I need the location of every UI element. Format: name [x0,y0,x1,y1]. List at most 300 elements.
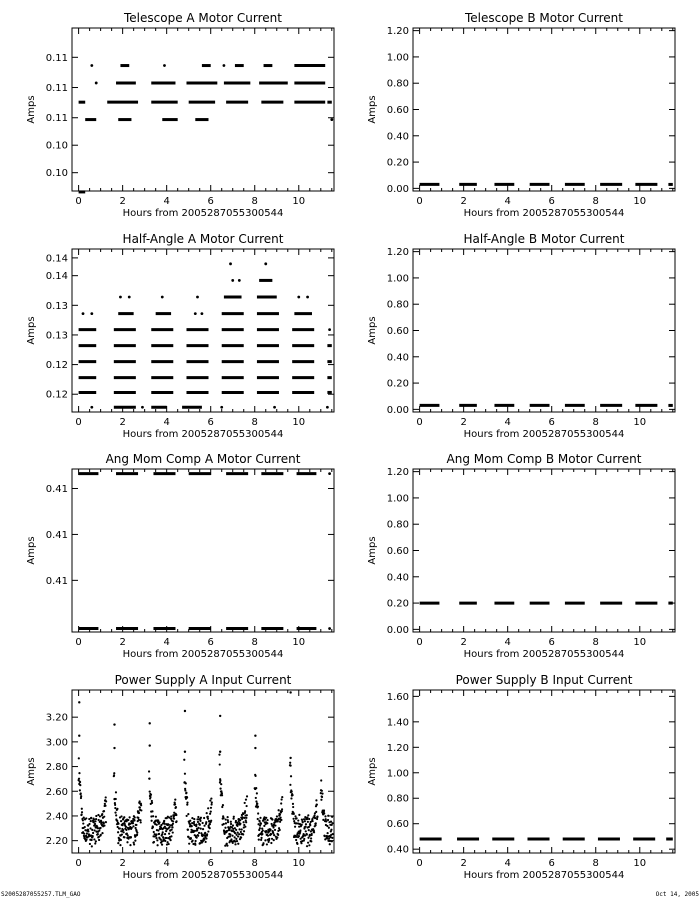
x-tick-label: 8 [592,196,599,207]
x-tick-label: 6 [548,196,555,207]
data-point [134,827,136,829]
data-point [307,821,309,823]
data-point [274,829,276,831]
data-point [197,827,199,829]
y-tick-label: 1.20 [386,742,409,754]
data-point [148,770,150,772]
data-point [130,836,132,838]
plot-date-label: Oct 14, 2005 [655,891,699,898]
data-point [113,772,115,774]
data-point [255,800,257,802]
spike-point [149,722,151,724]
x-tick-label: 4 [504,637,511,648]
chart-3 [26,232,334,440]
data-point [239,819,241,821]
y-tick-label: 0.00 [386,624,409,636]
data-point [309,824,311,826]
data-point [137,817,139,819]
data-point [103,822,105,824]
data-point [83,833,85,835]
data-point [80,792,82,794]
data-point-level-j [229,262,232,265]
data-point [82,819,84,821]
data-point [132,825,134,827]
data-point [263,825,265,827]
data-point [223,823,225,825]
data-point-level-3 [95,82,98,85]
chart-1 [26,11,334,219]
y-tick-label: 3.20 [45,712,68,724]
chart-title: Telescope B Motor Current [464,11,624,25]
data-point [82,822,84,824]
data-point [129,816,131,818]
data-point [320,779,322,781]
y-tick-label: 1.00 [386,768,409,780]
data-point [273,839,275,841]
data-point [209,823,211,825]
x-tick-label: 4 [504,858,511,869]
data-point [233,816,235,818]
x-tick-label: 8 [251,637,258,648]
data-point [270,842,272,844]
data-point [303,838,305,840]
data-point [294,826,296,828]
data-point [306,845,308,847]
y-tick-label: 0.80 [386,299,409,311]
data-point [103,824,105,826]
spike-point [254,747,256,749]
data-point [310,840,312,842]
data-point [235,820,237,822]
data-point [198,832,200,834]
data-point [104,805,106,807]
data-point [117,842,119,844]
plot-frame [413,249,675,412]
y-tick-label: 0.80 [386,519,409,531]
data-point [231,835,233,837]
data-point [185,792,187,794]
data-point [184,773,186,775]
data-point [155,837,157,839]
data-point [79,781,81,783]
data-point [194,830,196,832]
data-point [311,833,313,835]
data-point [270,833,272,835]
data-point [269,829,271,831]
data-point [229,833,231,835]
y-tick-label: 0.13 [45,300,68,312]
data-point [92,832,94,834]
chart-title: Half-Angle B Motor Current [463,232,625,246]
data-point-level-a [90,406,93,409]
chart-title: Ang Mom Comp A Motor Current [105,452,301,466]
data-point [303,818,305,820]
data-point [239,823,241,825]
y-tick-label: 0.10 [45,140,68,152]
data-point-level-4 [163,64,166,67]
data-point [222,804,224,806]
data-point [78,778,80,780]
data-point [153,841,155,843]
x-axis-label: Hours from 2005287055300544 [122,649,284,660]
y-tick-label: 0.40 [386,131,409,143]
chart-6 [367,452,675,660]
x-tick-label: 8 [592,417,599,428]
data-point [227,819,229,821]
data-point [276,836,278,838]
data-point [329,843,331,845]
data-point [98,830,100,832]
data-point [271,818,273,820]
data-point [88,823,90,825]
data-point [306,834,308,836]
data-point [89,843,91,845]
data-point [125,826,127,828]
x-tick-label: 10 [633,637,647,648]
data-point [164,833,166,835]
y-axis-label: Amps [367,95,378,124]
data-point [308,844,310,846]
data-point [127,819,129,821]
data-point [100,834,102,836]
data-point [161,833,163,835]
data-point [331,837,333,839]
data-point [209,799,211,801]
data-point [94,823,96,825]
data-point-level-h [119,296,122,299]
data-point [135,824,137,826]
data-point [183,759,185,761]
data-point [221,794,223,796]
y-tick-label: 0.20 [386,157,409,169]
y-tick-label: 1.00 [386,493,409,505]
data-point [290,775,292,777]
data-point [187,813,189,815]
data-point [313,815,315,817]
x-tick-label: 4 [504,196,511,207]
y-tick-label: 0.40 [386,572,409,584]
x-axis-label: Hours from 2005287055300544 [122,870,284,881]
y-tick-label: 0.12 [45,389,68,401]
data-point [307,814,309,816]
data-point [256,792,258,794]
data-point [92,835,94,837]
y-tick-label: 0.20 [386,378,409,390]
x-tick-label: 2 [460,858,467,869]
y-axis-label: Amps [26,95,37,124]
data-point [121,833,123,835]
data-point [328,827,330,829]
data-point [235,829,237,831]
y-tick-label: 0.60 [386,105,409,116]
data-point [315,811,317,813]
y-tick-label: 0.41 [45,529,68,541]
x-tick-label: 8 [251,196,258,207]
data-point [194,840,196,842]
x-tick-label: 8 [251,417,258,428]
data-point [259,817,261,819]
data-point [236,840,238,842]
data-point [227,816,229,818]
x-axis-label: Hours from 2005287055300544 [122,208,284,219]
x-tick-label: 0 [416,417,423,428]
plot-frame [413,690,675,853]
data-point [307,842,309,844]
data-point [133,819,135,821]
data-point [277,834,279,836]
data-point [197,816,199,818]
data-point [243,830,245,832]
data-point [324,815,326,817]
y-tick-label: 1.20 [386,26,409,38]
data-point [90,817,92,819]
data-point-level-h [297,296,300,299]
spike-point [254,734,256,736]
power-cycle-5 [218,715,248,847]
data-point [299,829,301,831]
data-point [95,818,97,820]
spike-point [149,744,151,746]
data-point-level-i [231,279,234,282]
data-point-level-a [141,406,144,409]
data-point [120,839,122,841]
data-point [323,809,325,811]
data-point [209,827,211,829]
data-point [151,820,153,822]
data-point [207,816,209,818]
data-point [114,807,116,809]
data-point [308,829,310,831]
y-tick-label: 2.40 [45,811,68,823]
data-point [267,835,269,837]
y-axis-label: Amps [367,757,378,786]
data-point [196,829,198,831]
data-point [268,838,270,840]
y-tick-label: 0.10 [45,168,68,180]
y-tick-label: 0.60 [386,326,409,337]
data-point [292,818,294,820]
data-point [99,815,101,817]
y-tick-label: 0.41 [45,575,68,587]
data-point [291,794,293,796]
data-point [140,809,142,811]
data-point [170,815,172,817]
data-point [221,792,223,794]
data-point [116,808,118,810]
data-point [171,826,173,828]
data-point [165,837,167,839]
data-point [203,839,205,841]
data-point [94,842,96,844]
x-tick-label: 2 [460,417,467,428]
data-point-level-h [128,296,131,299]
plot-frame [72,469,334,632]
data-point [105,800,107,802]
spike-point [289,691,291,693]
data-point [321,796,323,798]
data-point [129,844,131,846]
data-point [280,802,282,804]
data-point [127,834,129,836]
data-point [255,797,257,799]
y-tick-label: 0.11 [45,83,68,95]
data-point [279,821,281,823]
data-point [311,820,313,822]
data-point [241,828,243,830]
data-point [175,820,177,822]
data-point [199,820,201,822]
x-tick-label: 4 [504,417,511,428]
data-point [157,829,159,831]
y-tick-label: 0.40 [386,352,409,364]
data-point [123,831,125,833]
data-point [140,821,142,823]
data-point [115,791,117,793]
data-point [155,833,157,835]
data-point [210,820,212,822]
y-tick-label: 2.80 [45,762,68,774]
data-point [134,816,136,818]
data-point [191,825,193,827]
data-point [163,820,165,822]
data-point [98,839,100,841]
x-tick-label: 6 [548,858,555,869]
data-point-level-h [161,296,164,299]
y-axis-label: Amps [26,316,37,345]
data-point [81,808,83,810]
data-point [204,832,206,834]
data-point [264,839,266,841]
data-point [225,822,227,824]
source-file-label: S2005287055257.TLM_GAO [1,891,81,898]
data-point [205,841,207,843]
data-point [101,822,103,824]
data-point [304,820,306,822]
data-point [81,811,83,813]
data-point [168,826,170,828]
data-point [168,843,170,845]
data-point [206,833,208,835]
chart-title: Power Supply A Input Current [114,673,292,687]
data-point [234,836,236,838]
y-tick-label: 0.11 [45,113,68,125]
x-tick-label: 2 [119,196,126,207]
x-tick-label: 6 [207,637,214,648]
data-point [197,835,199,837]
data-point [153,831,155,833]
data-point [244,802,246,804]
data-point [120,820,122,822]
data-point [279,817,281,819]
data-point [172,820,174,822]
data-point [235,838,237,840]
data-point [149,796,151,798]
data-point [261,833,263,835]
plot-frame [413,469,675,632]
data-point [85,839,87,841]
data-point [291,791,293,793]
data-point [172,823,174,825]
power-cycle-2 [113,723,143,846]
data-point [258,839,260,841]
data-point [131,827,133,829]
data-point [192,840,194,842]
x-tick-label: 4 [163,858,170,869]
x-tick-label: 2 [460,637,467,648]
data-point [245,817,247,819]
data-point [87,830,89,832]
data-point-level-a [273,406,276,409]
x-tick-label: 2 [460,196,467,207]
data-point [289,762,291,764]
x-tick-label: 10 [292,196,306,207]
power-cycle-1 [78,701,108,847]
data-point [115,814,117,816]
data-point [119,827,121,829]
data-point [148,778,150,780]
data-point [259,820,261,822]
data-point [205,837,207,839]
data-point [134,840,136,842]
data-point [302,821,304,823]
data-point [246,795,248,797]
data-point-level-i [238,279,241,282]
data-point [79,789,81,791]
spike-point [78,734,80,736]
x-tick-label: 10 [292,858,306,869]
data-point [193,821,195,823]
data-point [210,797,212,799]
data-point [151,800,153,802]
data-point [114,812,116,814]
x-tick-label: 10 [292,637,306,648]
data-point [230,821,232,823]
data-point [157,819,159,821]
data-point [175,806,177,808]
data-point [156,844,158,846]
data-point [103,816,105,818]
y-tick-label: 0.14 [45,271,68,283]
data-point [93,818,95,820]
power-cycle-3 [148,722,178,846]
y-tick-label: 0.60 [386,819,409,831]
y-tick-label: 1.20 [386,467,409,479]
data-point-level-f [328,328,331,331]
data-point [254,775,256,777]
data-point [84,826,86,828]
y-tick-label: 0.12 [45,360,68,372]
data-point-level-j [264,262,267,265]
data-point [96,827,98,829]
data-point [237,843,239,845]
chart-2 [367,11,675,219]
y-tick-label: 1.40 [386,717,409,729]
data-point [174,803,176,805]
data-point-upper [328,472,331,475]
data-point [293,820,295,822]
data-point [194,844,196,846]
x-tick-label: 6 [207,417,214,428]
x-tick-label: 10 [633,858,647,869]
data-point [331,816,333,818]
y-tick-label: 3.00 [45,737,68,749]
x-tick-label: 0 [416,196,423,207]
data-point [329,840,331,842]
data-point [244,810,246,812]
data-point-level-h [196,296,199,299]
data-point-lower [328,627,331,630]
x-tick-label: 0 [75,637,82,648]
